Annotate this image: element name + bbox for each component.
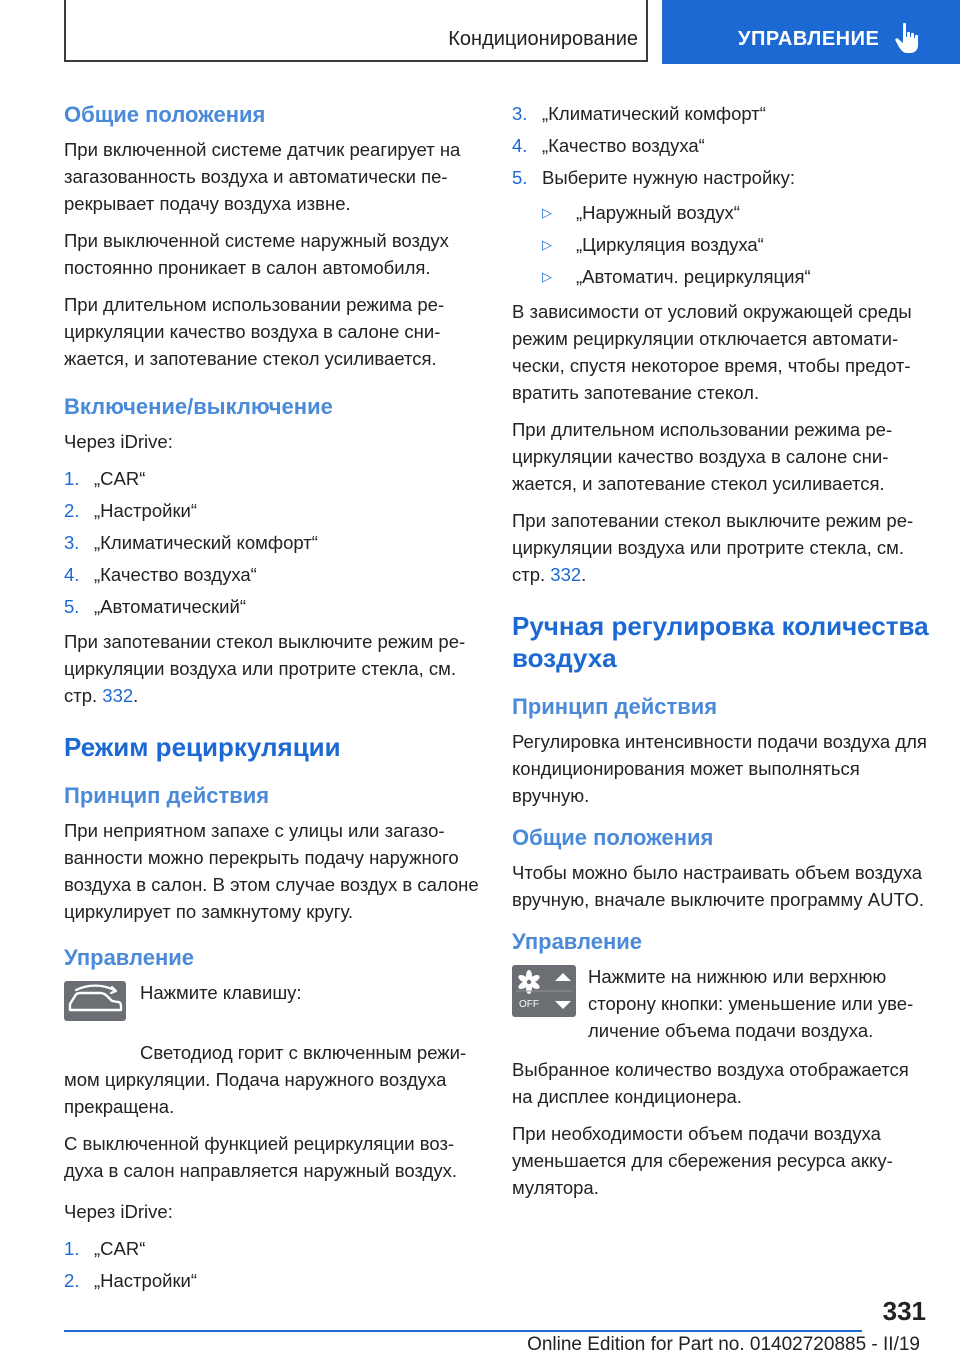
triangle-bullet-icon: ▷ [542,205,552,220]
heading-recirculation: Режим рециркуляции [64,732,341,762]
step-number: 3. [512,103,528,124]
fog-text: При запотевании стекол выключите режим рециркуляции воздуха или протрите стекла, см. стр. [64,631,466,706]
recirc-button-image [64,981,126,1021]
paragraph [64,628,482,709]
paragraph: Регулировка интенсивности подачи воздуха для кондиционирования может выполняться вручную. [512,731,927,806]
step-text: „Климатический комфорт“ [94,532,318,553]
paragraph: Выбранное количество воздуха отображается на дисплее кондиционера. [512,1059,909,1107]
step-text: „Качество воздуха“ [94,564,257,585]
step-number: 4. [512,135,528,156]
paragraph: Нажмите на нижнюю или верхнюю сторону кнопки: уменьшение или увеличение объема подачи воздуха. [588,966,914,1041]
steps-list [64,1235,482,1294]
heading-principle: Принцип действия [512,694,718,719]
heading-control: Управление [512,929,643,954]
paragraph: Через iDrive: [64,431,173,452]
steps-list [512,100,930,191]
off-label: OFF [519,999,539,1010]
section-tab-label: УПРАВЛЕНИЕ [738,28,880,50]
paragraph: При длительном использовании режима рециркуляции качество воздуха в салоне снижается, и запотевание стекол усиливается. [64,294,445,369]
page-link[interactable]: 332 [102,685,134,706]
left-column [64,100,482,1302]
car-recirculation-icon [64,981,126,1021]
step-text: „CAR“ [94,468,146,489]
fan-button-block [512,963,930,1044]
paragraph: Чтобы можно было настраивать объем воздуха вручную, вначале выключите программу AUTO. [512,862,925,910]
header-chapter-box [64,0,648,62]
step-number: 1. [64,1238,80,1259]
step-number: 2. [64,500,80,521]
paragraph: При выключенной системе наружный воздух постоянно проникает в салон автомобиля. [64,230,449,278]
steps-list [64,465,482,620]
list-item [64,497,482,524]
fog-end: . [581,564,587,585]
recirc-button-block [64,979,482,1039]
option-item [512,231,930,258]
pointing-hand-icon [894,22,924,54]
list-item [64,1267,482,1294]
paragraph: При необходимости объем подачи воздуха уменьшается для сбережения ресурса аккумулятора. [512,1123,893,1198]
heading-general: Общие положения [512,825,714,850]
step-number: 5. [512,167,528,188]
footer-edition: Online Edition for Part no. 01402720885 - II/19 [527,1334,920,1355]
fan-off-arrows-icon [512,965,576,1017]
step-text: „Климатический комфорт“ [542,103,766,124]
option-text: „Циркуляция воздуха“ [576,234,764,255]
section-tab [662,0,960,64]
heading-on-off: Включение/выключение [64,394,333,419]
paragraph: При неприятном запахе с улицы или загазованности можно перекрыть подачу наружного воздуха в салон. В этом случае воздух в салоне циркулирует по замкнутому кругу. [64,820,479,922]
step-text: Выберите нужную настройку: [542,167,795,188]
list-item [512,132,930,159]
paragraph: При включенной системе датчик реагирует на загазованность воздуха и автоматически перекрывает подачу воздуха извне. [64,139,461,214]
step-number: 3. [64,532,80,553]
list-item [512,164,930,191]
list-item [512,100,930,127]
list-item [64,529,482,556]
options-list [512,199,930,290]
list-item [64,561,482,588]
step-number: 4. [64,564,80,585]
option-item [512,199,930,226]
paragraph: С выключенной функцией рециркуляции воздуха в салон направляется наружный воздух. [64,1133,457,1181]
heading-principle: Принцип действия [64,783,270,808]
page-number: 331 [882,1296,926,1326]
step-text: „Качество воздуха“ [542,135,705,156]
paragraph: В зависимости от условий окружающей среды режим рециркуляции отключается автоматически, спустя некоторое время, чтобы предотвратить запотевание стекол. [512,301,912,403]
option-text: „Наружный воздух“ [576,202,740,223]
list-item [64,465,482,492]
step-number: 5. [64,596,80,617]
heading-control: Управление [64,945,195,970]
list-item [64,593,482,620]
step-number: 2. [64,1270,80,1291]
step-text: „Автоматический“ [94,596,246,617]
step-text: „Настройки“ [94,1270,198,1291]
fog-text: При запотевании стекол выключите режим рециркуляции воздуха или протрите стекла, см. стр. [512,510,914,585]
step-text: „Настройки“ [94,500,198,521]
footer-divider [64,1330,862,1332]
paragraph: При длительном использовании режима рециркуляции качество воздуха в салоне снижается, и запотевание стекол усиливается. [512,419,893,494]
paragraph: Нажмите клавишу: [140,982,302,1003]
triangle-bullet-icon: ▷ [542,269,552,284]
fog-end: . [133,685,139,706]
heading-general: Общие положения [64,102,266,127]
step-text: „CAR“ [94,1238,146,1259]
option-item [512,263,930,290]
step-number: 1. [64,468,80,489]
right-column [512,100,930,1211]
page-link[interactable]: 332 [550,564,582,585]
paragraph: Через iDrive: [64,1201,173,1222]
paragraph: Светодиод горит с включенным режимом циркуляции. Подача наружного воздуха прекращена. [64,1042,467,1117]
chapter-title: Кондиционирование [448,28,638,50]
paragraph [512,507,930,588]
fan-button-image [512,965,576,1017]
heading-manual-air: Ручная регулировка количества воздуха [512,611,929,673]
list-item [64,1235,482,1262]
option-text: „Автоматич. рециркуляция“ [576,266,811,287]
triangle-bullet-icon: ▷ [542,237,552,252]
